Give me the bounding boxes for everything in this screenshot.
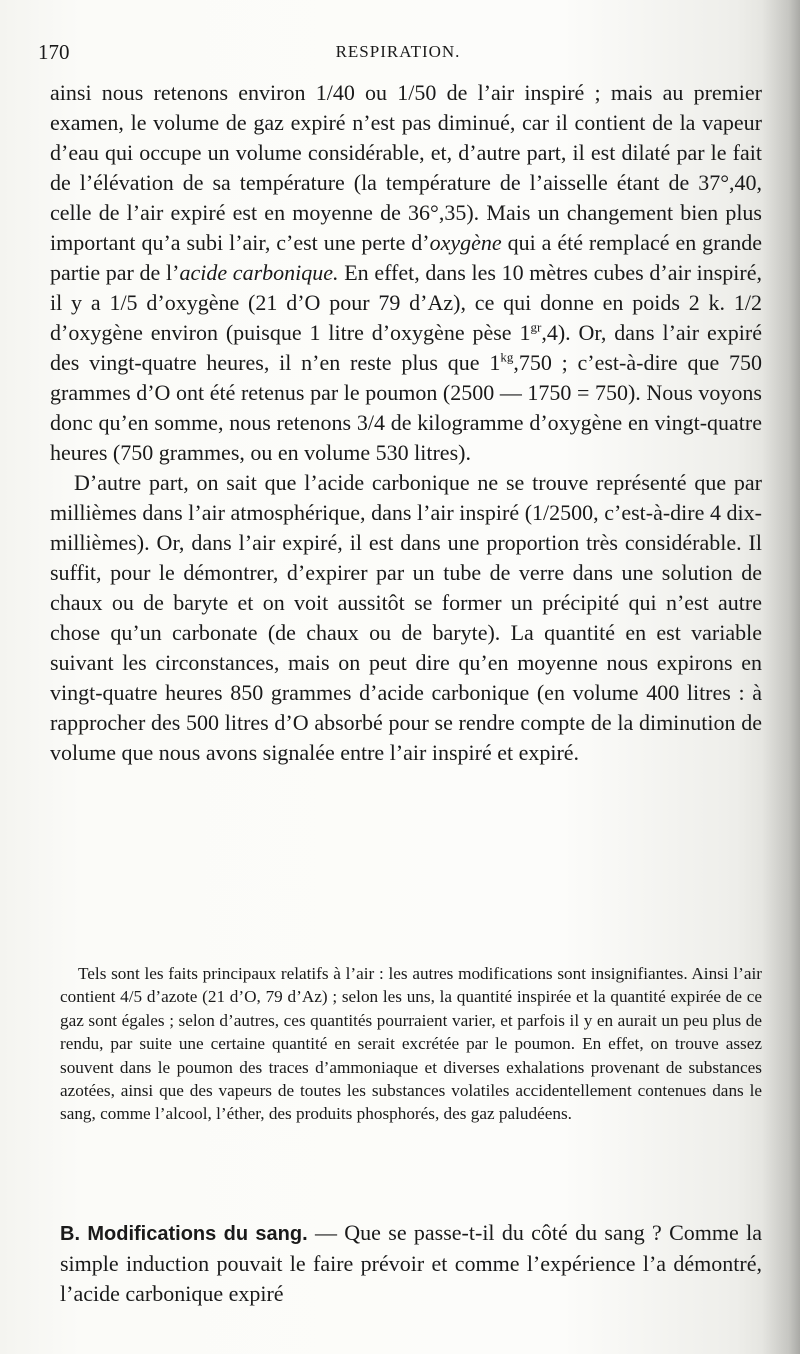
- superscript-kg: kg: [500, 349, 514, 365]
- running-title: RESPIRATION.: [335, 42, 461, 61]
- paragraph-1-part-2: qui a été remplacé en grande partie par de l’: [50, 230, 763, 285]
- section-body: — Que se passe-t-il du côté du sang ? Comme la simple induction pouvait le faire prévoir et comme l’expérience l’a démontré, l’acide carbonique expiré: [60, 1220, 762, 1306]
- note-paragraph: Tels sont les faits principaux relatifs à l’air : les autres modifications sont insignifiantes. Ainsi l’air contient 4/5 d’azote (21 d’O, 79 d’Az) ; selon les uns, la quantité inspirée et la quantité expirée de ce gaz sont égales ; selon d’autres, ces quantités pourraient varier, et parfois il y en aurait un peu plus de rendu, par suite une certaine quantité en serait excrétée par le poumon. En effet, on trouve assez souvent dans le poumon des traces d’ammoniaque et diverses exhalations provenant de substances azotées, ainsi que des vapeurs de toutes les substances volatiles accidentellement contenues dans le sang, comme l’alcool, l’éther, des produits phosphorés, des gaz paludéens.: [60, 964, 762, 1124]
- paragraph-1-part-1: ainsi nous retenons environ 1/40 ou 1/50 de l’air inspiré ; mais au premier examen, le volume de gaz expiré n’est pas diminué, car il contient de la vapeur d’eau qui occupe un volume considérable, et, d’autre part, il est dilaté par le fait de l’élévation de sa température (la température de l’aisselle étant de 37°,40, celle de l’air expiré est en moyenne de 36°,35). Mais un changement bien plus important qu’a subi l’air, c’est une perte d’: [50, 80, 762, 255]
- paragraph-2: D’autre part, on sait que l’acide carbonique ne se trouve représenté que par millièmes dans l’air atmosphérique, dans l’air inspiré (1/2500, c’est-à-dire 4 dix-millièmes). Or, dans l’air expiré, il est dans une proportion très considérable. Il suffit, pour le démontrer, d’expirer par un tube de verre dans une solution de chaux ou de baryte et on voit aussitôt se former un précipité qui n’est autre chose qu’un carbonate (de chaux ou de baryte). La quantité en est variable suivant les circonstances, mais on peut dire qu’en moyenne nous expirons en vingt-quatre heures 850 grammes d’acide carbonique (en volume 400 litres : à rapprocher des 500 litres d’O absorbé pour se rendre compte de la diminution de volume que nous avons signalée entre l’air inspiré et expiré.: [50, 470, 762, 765]
- page-edge-shadow: [762, 0, 800, 1354]
- page-number: 170: [38, 40, 70, 64]
- main-text: [50, 78, 762, 768]
- paragraph-1-part-5: ,750 ; c’est-à-dire que 750 grammes d’O ont été retenus par le poumon (2500 — 1750 = 750). Nous voyons donc qu’en somme, nous retenons 3/4 de kilogramme d’oxygène en vingt-quatre heures (750 grammes, ou en volume 530 litres).: [50, 350, 762, 465]
- section-heading: B. Modifications du sang.: [60, 1223, 308, 1245]
- paragraph-1-part-4: ,4). Or, dans l’air expiré des vingt-quatre heures, il n’en reste plus que 1: [50, 320, 762, 375]
- italic-oxygene: oxygène: [429, 230, 502, 255]
- superscript-gr: gr: [530, 319, 542, 335]
- page-header: [38, 40, 758, 70]
- paragraph-1-part-3: En effet, dans les 10 mètres cubes d’air inspiré, il y a 1/5 d’oxygène (21 d’O pour 79 d’Az), ce qui donne en poids 2 k. 1/2 d’oxygène environ (puisque 1 litre d’oxygène pèse 1: [50, 260, 762, 345]
- paragraph-1: [50, 78, 762, 468]
- italic-acide-carbonique: acide carbonique.: [179, 260, 339, 285]
- section-paragraph: [60, 1218, 762, 1309]
- section-b: [60, 1218, 762, 1309]
- note-block: [60, 962, 762, 1126]
